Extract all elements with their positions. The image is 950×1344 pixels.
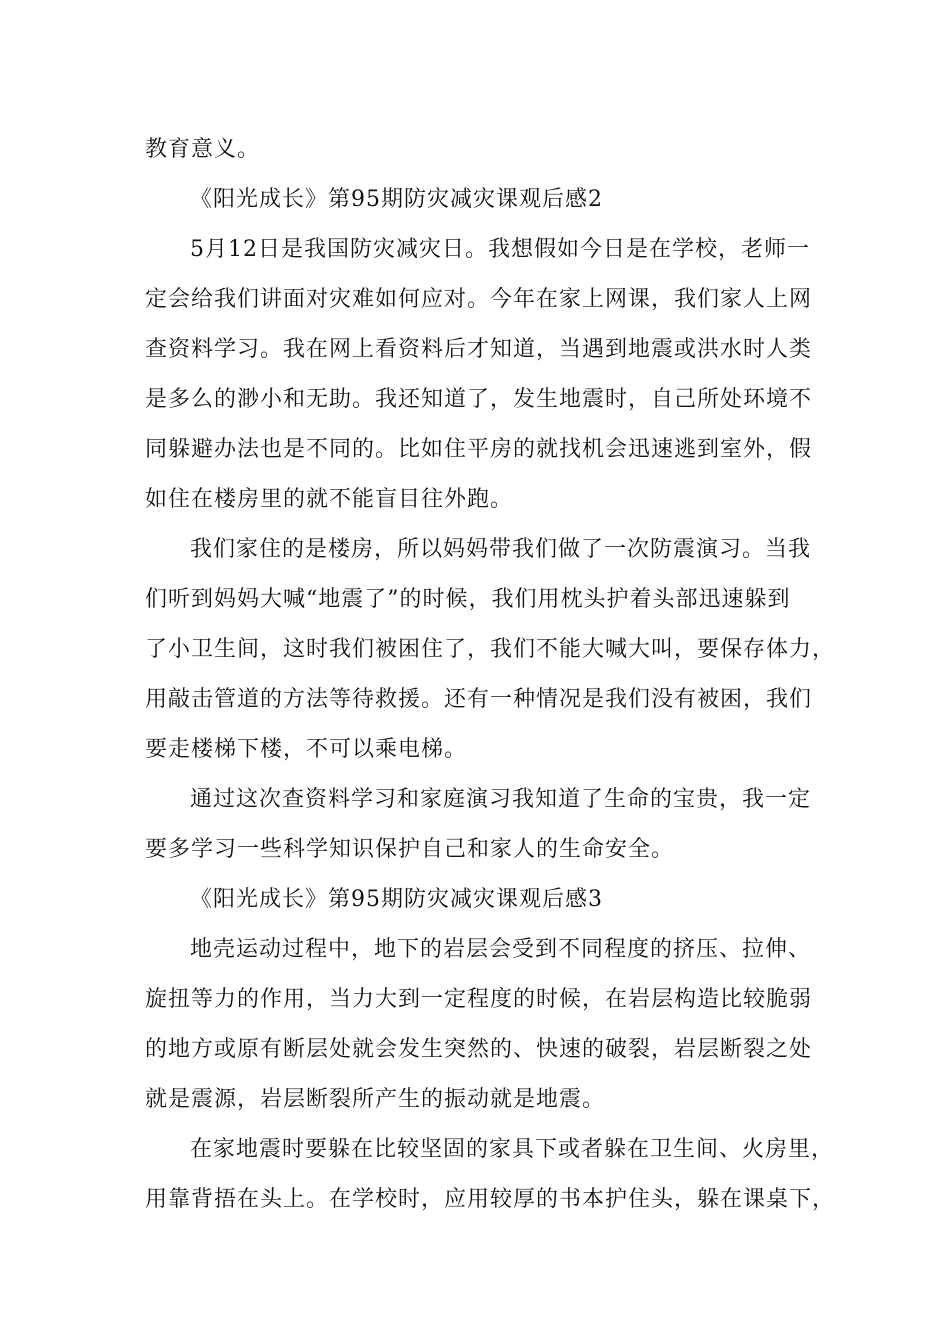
paragraph-line: 通过这次查资料学习和家庭演习我知道了生命的宝贵，我一定 <box>190 787 812 812</box>
paragraph-line: 旋扭等力的作用，当力大到一定程度的时候，在岩层构造比较脆弱 <box>145 987 813 1012</box>
paragraph-line: 在家地震时要躲在比较坚固的家具下或者躲在卫生间、火房里， <box>190 1137 835 1162</box>
paragraph-line: 用敲击管道的方法等待救援。还有一种情况是我们没有被困，我们 <box>145 687 813 712</box>
paragraph-line: 同躲避办法也是不同的。比如住平房的就找机会迅速逃到室外，假 <box>145 437 813 462</box>
paragraph-line: 查资料学习。我在网上看资料后才知道，当遇到地震或洪水时人类 <box>145 337 813 362</box>
paragraph-line: 们听到妈妈大喊“地震了”的时候，我们用枕头护着头部迅速躲到 <box>145 587 791 612</box>
section-heading: 《阳光成长》第95期防灾减灾课观后感3 <box>190 887 603 912</box>
paragraph-line: 就是震源，岩层断裂所产生的振动就是地震。 <box>145 1087 606 1112</box>
paragraph-line: 如住在楼房里的就不能盲目往外跑。 <box>145 487 514 512</box>
paragraph-line: 用靠背捂在头上。在学校时，应用较厚的书本护住头，躲在课桌下， <box>145 1187 836 1212</box>
paragraph-line: 是多么的渺小和无助。我还知道了，发生地震时，自己所处环境不 <box>145 387 813 412</box>
paragraph-line: 教育意义。 <box>145 137 261 162</box>
paragraph-line: 我们家住的是楼房，所以妈妈带我们做了一次防震演习。当我 <box>190 537 812 562</box>
section-heading: 《阳光成长》第95期防灾减灾课观后感2 <box>190 187 603 212</box>
paragraph-line: 了小卫生间，这时我们被困住了，我们不能大喊大叫，要保存体力， <box>145 637 836 662</box>
paragraph-line: 要走楼梯下楼，不可以乘电梯。 <box>145 737 468 762</box>
paragraph-line: 要多学习一些科学知识保护自己和家人的生命安全。 <box>145 837 675 862</box>
paragraph-line: 定会给我们讲面对灾难如何应对。今年在家上网课，我们家人上网 <box>145 287 813 312</box>
paragraph-line: 地壳运动过程中，地下的岩层会受到不同程度的挤压、拉伸、 <box>190 937 812 962</box>
paragraph-line: 的地方或原有断层处就会发生突然的、快速的破裂，岩层断裂之处 <box>145 1037 813 1062</box>
paragraph-line: 5月12日是我国防灾减灾日。我想假如今日是在学校，老师一 <box>190 237 810 262</box>
